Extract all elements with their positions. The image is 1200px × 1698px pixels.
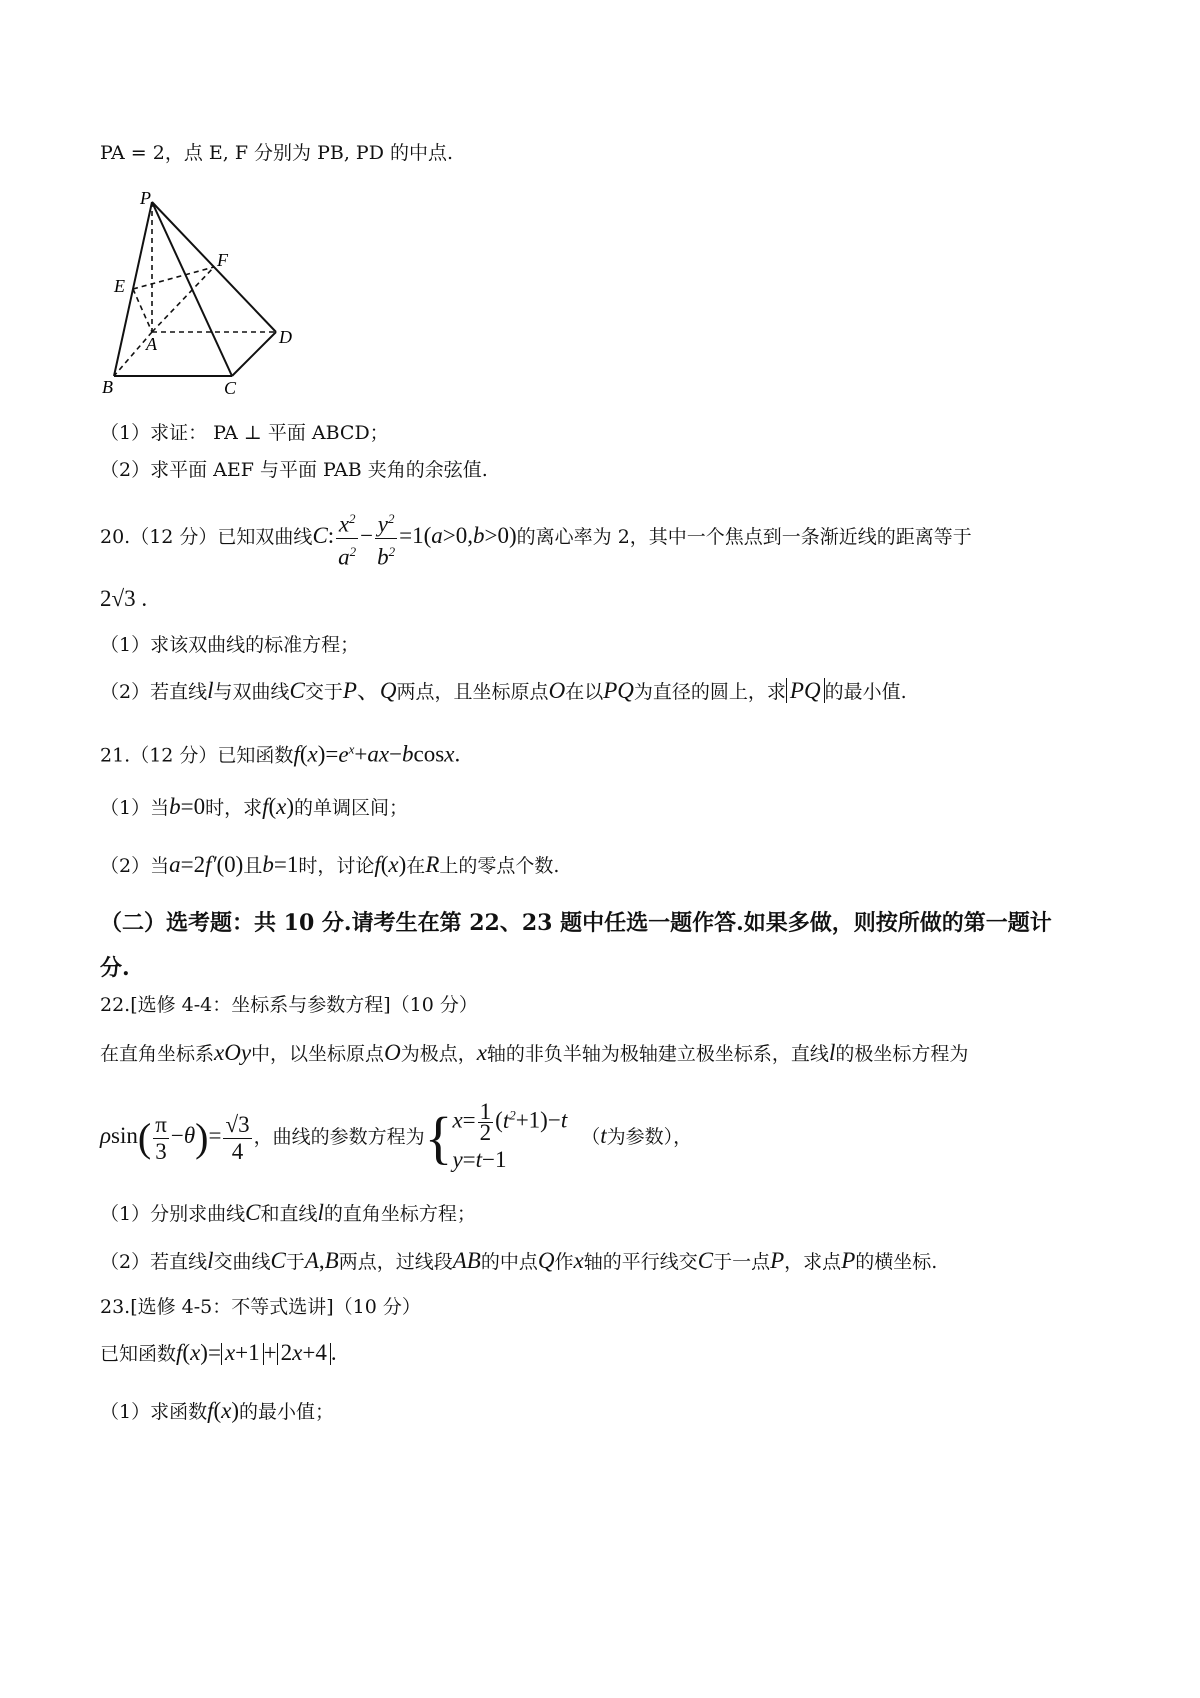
q20-part2: （2）若直线l与双曲线C交于P、Q两点，且坐标原点O在以PQ为直径的圆上，求 PQ 的最小值. (100, 678, 907, 703)
q22-line1: 在直角坐标系xOy中，以坐标原点O为极点，x轴的非负半轴为极轴建立极坐标系，直线l的极坐标方程为 (100, 1040, 969, 1065)
q21-part1: （1）当b=0时，求f(x)的单调区间； (100, 794, 409, 819)
q20-stem: 20.（12 分）已知双曲线C: $\frac{x^2}{a^2}$ − $\frac{y^2}{b^2}$ =1(a>0,b>0)的离心率为 2，其中一个焦点到一条渐近线的距离等于 (100, 506, 972, 570)
q19-condition: PA = 2，点 E, F 分别为 PB, PD 的中点. (100, 142, 454, 164)
label-A: A (146, 334, 157, 354)
label-P: P (140, 188, 151, 208)
section2-heading: （二）选考题：共 10 分.请考生在第 22、23 题中任选一题作答.如果多做，则按所做的第一题计 (100, 910, 1052, 936)
q19-part2: （2）求平面 AEF 与平面 PAB 夹角的余弦值. (100, 459, 488, 481)
q21-part2: （2）当a=2f′(0)且b=1时，讨论f(x)在R上的零点个数. (100, 852, 560, 877)
label-F: F (217, 250, 228, 270)
label-C: C (224, 378, 237, 398)
q23-stem: 已知函数f(x)= x+1 + 2x+4 . (100, 1340, 337, 1365)
label-B: B (102, 377, 113, 397)
q22-part2: （2）若直线l交曲线C于A,B两点，过线段AB的中点Q作x轴的平行线交C于一点P，求点P的横坐标. (100, 1248, 938, 1273)
q20-distance-value: 2√3 . (100, 586, 148, 611)
q20-part1: （1）求该双曲线的标准方程； (100, 634, 360, 656)
q22-heading: 22.[选修 4-4：坐标系与参数方程]（10 分） (100, 994, 478, 1016)
q23-part1: （1）求函数f(x)的最小值； (100, 1398, 335, 1423)
q19-part1: （1）求证： PA ⊥ 平面 ABCD； (100, 422, 389, 444)
pyramid-figure (100, 188, 310, 406)
q23-heading: 23.[选修 4-5：不等式选讲]（10 分） (100, 1296, 421, 1318)
label-E: E (114, 276, 125, 296)
label-D: D (279, 327, 292, 347)
q22-part1: （1）分别求曲线C和直线l的直角坐标方程； (100, 1200, 476, 1225)
q22-equations: ρsin( $\frac{\pi}{3}$ −θ)= $\frac{√3}{4}$ ，曲线的参数方程为{ x= $\frac{1}{2}$ $(t^2+1)-t$ y=t−1 （t为参数）， (100, 1099, 693, 1173)
section2-heading-cont: 分. (100, 955, 130, 981)
q21-stem: 21.（12 分）已知函数$f(x)=e^x+ax-bcosx$. (100, 741, 461, 767)
